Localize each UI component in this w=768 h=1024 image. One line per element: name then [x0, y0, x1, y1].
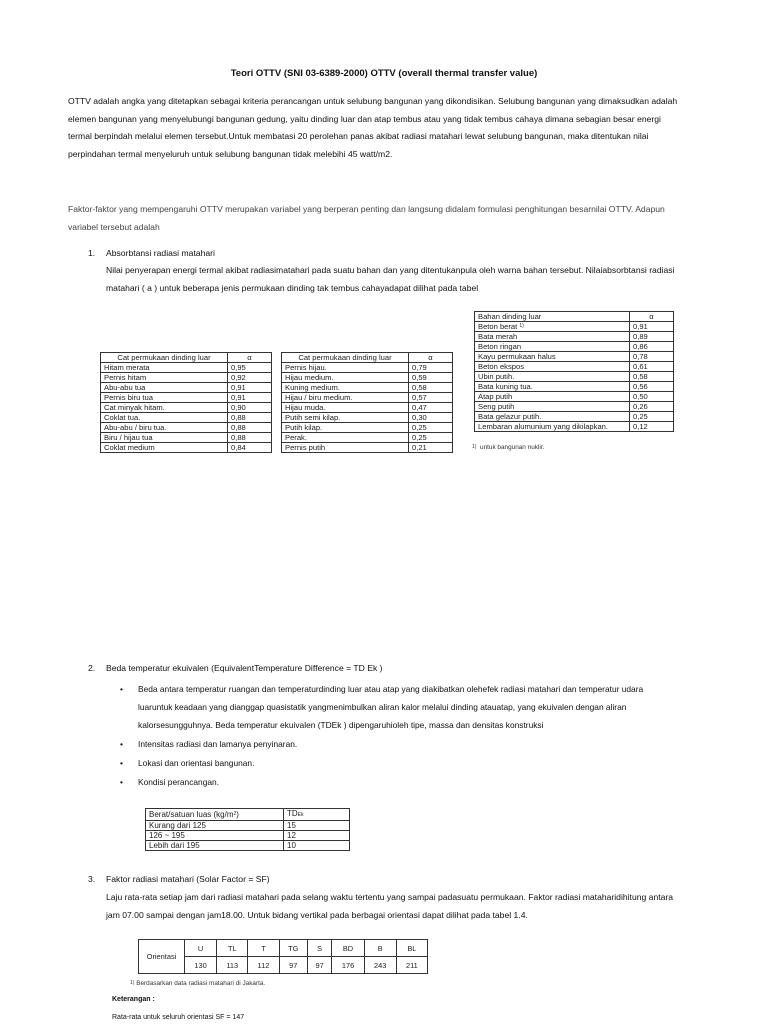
table-row	[282, 423, 453, 433]
direction-header: BL	[396, 940, 427, 957]
table-row	[475, 422, 674, 432]
table-row	[282, 433, 453, 443]
cell-paint: Hijau / biru medium.	[282, 393, 409, 403]
table-row	[101, 363, 272, 373]
table-row	[475, 412, 674, 422]
direction-header: B	[364, 940, 396, 957]
table-header-row	[146, 809, 350, 821]
cell-alpha: 0,86	[630, 342, 674, 352]
table-header-row	[101, 353, 272, 363]
cell-alpha: 0,30	[409, 413, 453, 423]
cell-material: Beton ekspos	[475, 362, 630, 372]
table-row	[475, 402, 674, 412]
col-header-td-text: TD	[287, 809, 298, 818]
sf-value: 211	[396, 957, 427, 974]
col-header-td	[284, 809, 350, 821]
cell-alpha: 0,88	[228, 433, 272, 443]
col-header-mass-text: Berat/satuan luas (kg/m	[149, 810, 234, 819]
cell-material: Bata merah	[475, 332, 630, 342]
col-header-mass	[146, 809, 284, 821]
notes-text: Rata-rata untuk seluruh orientasi SF = 147	[112, 1014, 245, 1021]
cell-alpha: 0,26	[630, 402, 674, 412]
cell-alpha: 0,12	[630, 422, 674, 432]
factors-paragraph	[68, 201, 700, 236]
bullet-line: kalorsesungguhnya. Beda temperatur ekuivalen (TDEk ) dipengaruhioleh tipe, massa dan densitas konstruksi	[138, 719, 544, 730]
table-row	[282, 443, 453, 453]
td-table	[145, 808, 350, 851]
cell-paint: Pernis hijau.	[282, 363, 409, 373]
table-row	[146, 841, 350, 851]
table-row	[146, 831, 350, 841]
cell-td: 12	[284, 831, 350, 841]
superscript: 2	[233, 811, 237, 817]
cell-mass: 126 ~ 195	[146, 831, 284, 841]
paint-table-b	[281, 352, 453, 453]
cell-paint: Abu-abu tua	[101, 383, 228, 393]
table-row	[282, 363, 453, 373]
section2-number: 2.	[88, 663, 96, 673]
bullet-item-intensity: Intensitas radiasi dan lamanya penyinaran.	[138, 739, 298, 749]
table-row	[475, 352, 674, 362]
bullet-dot: •	[120, 739, 123, 749]
bullet-item-definition	[138, 681, 698, 734]
table-row	[101, 433, 272, 443]
cell-td: 10	[284, 841, 350, 851]
cell-paint: Pernis putih	[282, 443, 409, 453]
cell-material: Atap putih	[475, 392, 630, 402]
direction-header: TG	[279, 940, 307, 957]
cell-paint: Pernis biru tua	[101, 393, 228, 403]
section3-number: 3.	[88, 874, 96, 884]
table-row	[101, 413, 272, 423]
factors-line: variabel tersebut adalah	[68, 221, 160, 232]
cell-paint: Hitam merata	[101, 363, 228, 373]
cell-alpha: 0,84	[228, 443, 272, 453]
cell-alpha: 0,90	[228, 403, 272, 413]
material-footnote	[472, 444, 544, 451]
cell-alpha: 0,58	[409, 383, 453, 393]
cell-alpha: 0,61	[630, 362, 674, 372]
table-row	[475, 392, 674, 402]
intro-line: OTTV adalah angka yang ditetapkan sebagai kriteria perancangan untuk selubung bangunan yang dikondisikan. Selubung bangunan yang dimaksudkan adalah	[68, 96, 678, 106]
section1-line: matahari ( a ) untuk beberapa jenis permukaan dinding tak tembus cahayadapat dilihat pada tabel	[106, 282, 479, 293]
col-header-paint: Cat permukaan dinding luar	[101, 353, 228, 363]
cell-alpha: 0,56	[630, 382, 674, 392]
cell-alpha: 0,92	[228, 373, 272, 383]
factors-line: Faktor-faktor yang mempengaruhi OTTV merupakan variabel yang berperan penting dan langsung didalam formulasi penghitungan besarnilai OTTV. Adapun	[68, 204, 665, 214]
intro-line: termal berpindah melalui elemen tersebut.Untuk membatasi 20 perolehan panas akibat radiasi matahari lewat selubung bangunan, maka ditentukan nilai	[68, 131, 649, 141]
cell-alpha: 0,57	[409, 393, 453, 403]
cell-alpha: 0,25	[630, 412, 674, 422]
cell-paint: Hijau medium.	[282, 373, 409, 383]
table-row	[282, 373, 453, 383]
direction-header: T	[248, 940, 279, 957]
sf-value: 176	[332, 957, 364, 974]
notes-label: Keterangan :	[112, 996, 155, 1003]
table-row	[475, 362, 674, 372]
cell-alpha: 0,59	[409, 373, 453, 383]
direction-header: U	[185, 940, 217, 957]
cell-paint: Coklat medium	[101, 443, 228, 453]
section3-line: Laju rata-rata setiap jam dari radiasi matahari pada selang waktu tertentu yang sampai padasuatu permukaan. Faktor radiasi mataharidihitung antara	[106, 892, 674, 902]
row-label-orientation: Orientasi	[139, 940, 185, 974]
bullet-line: Beda antara temperatur ruangan dan temperaturdinding luar atau atap yang diakibatkan olehefek radiasi matahari dan temperatur udara	[138, 684, 644, 694]
table-row	[475, 332, 674, 342]
table-row	[282, 403, 453, 413]
cell-alpha: 0,21	[409, 443, 453, 453]
section1-paragraph	[106, 262, 706, 297]
material-table	[474, 311, 674, 432]
section1-line: Nilai penyerapan energi termal akibat radiasimatahari pada suatu bahan dan yang ditentukanpula oleh warna bahan tersebut. Nilaiabsorbtansi radiasi	[106, 265, 675, 275]
direction-header: BD	[332, 940, 364, 957]
table-row	[475, 382, 674, 392]
table-row	[101, 403, 272, 413]
intro-line: perpindahan termal menyeluruh untuk selubung bangunan tidak melebihi 45 watt/m2.	[68, 148, 393, 159]
col-header-alpha: α	[228, 353, 272, 363]
cell-paint: Cat minyak hitam.	[101, 403, 228, 413]
bullet-dot: •	[120, 684, 123, 694]
cell-material: Beton ringan	[475, 342, 630, 352]
table-header-row	[139, 940, 428, 957]
table-row	[101, 373, 272, 383]
table-row	[475, 342, 674, 352]
cell-paint: Hijau muda.	[282, 403, 409, 413]
sf-value: 112	[248, 957, 279, 974]
table-row	[101, 423, 272, 433]
bullet-dot: •	[120, 777, 123, 787]
table-row	[101, 443, 272, 453]
table-header-row	[282, 353, 453, 363]
col-header-paint: Cat permukaan dinding luar	[282, 353, 409, 363]
col-header-material: Bahan dinding luar	[475, 312, 630, 322]
cell-alpha: 0,58	[630, 372, 674, 382]
cell-alpha: 0,88	[228, 413, 272, 423]
cell-material: Ubin putih.	[475, 372, 630, 382]
footnote-text: untuk bangunan nuklir.	[480, 444, 545, 451]
footnote-marker: 1)	[472, 444, 477, 450]
cell-material: Kayu permukaan halus	[475, 352, 630, 362]
direction-header: TL	[217, 940, 248, 957]
cell-alpha: 0,88	[228, 423, 272, 433]
section1-heading: Absorbtansi radiasi matahari	[106, 248, 215, 258]
orientation-footnote	[130, 980, 265, 987]
cell-material: Lembaran alumunium yang dikilapkan.	[475, 422, 630, 432]
col-header-alpha: α	[409, 353, 453, 363]
intro-line: elemen bangunan yang menyelubungi bangunan gedung, yaitu dinding luar dan atap tembus atau yang tidak tembus cahaya dimana sebagian besar energi	[68, 113, 661, 124]
cell-alpha: 0,91	[630, 322, 674, 332]
section1-number: 1.	[88, 248, 96, 258]
cell-alpha: 0,95	[228, 363, 272, 373]
subscript: Ek	[297, 812, 304, 818]
cell-paint: Putih kilap.	[282, 423, 409, 433]
sf-value: 97	[307, 957, 332, 974]
sf-value: 97	[279, 957, 307, 974]
sf-value: 113	[217, 957, 248, 974]
cell-material-text: Beton berat	[478, 322, 518, 331]
cell-paint: Putih semi kilap.	[282, 413, 409, 423]
cell-material: Bata gelazur putih.	[475, 412, 630, 422]
cell-alpha: 0,91	[228, 393, 272, 403]
cell-alpha: 0,91	[228, 383, 272, 393]
cell-paint: Biru / hijau tua	[101, 433, 228, 443]
sf-value: 243	[364, 957, 396, 974]
cell-paint: Kuning medium.	[282, 383, 409, 393]
table-row	[282, 383, 453, 393]
cell-paint: Coklat tua.	[101, 413, 228, 423]
section2-heading: Beda temperatur ekuivalen (EquivalentTemperature Difference = TD Ek )	[106, 663, 383, 673]
table-row	[282, 393, 453, 403]
cell-alpha: 0,79	[409, 363, 453, 373]
intro-paragraph	[68, 93, 700, 163]
table-row	[101, 393, 272, 403]
section3-heading: Faktor radiasi matahari (Solar Factor = SF)	[106, 874, 270, 884]
cell-material	[475, 322, 630, 332]
cell-mass: Kurang dari 125	[146, 821, 284, 831]
bullet-line: luaruntuk keadaan yang dianggap quasistatik yangmenimbulkan aliran kalor melalui dinding atauatap, yang ekuivalen dengan aliran	[138, 701, 627, 712]
table-row	[146, 821, 350, 831]
bullet-item-design: Kondisi perancangan.	[138, 777, 220, 787]
cell-alpha: 0,89	[630, 332, 674, 342]
section3-paragraph	[106, 889, 706, 924]
bullet-dot: •	[120, 758, 123, 768]
table-row	[282, 413, 453, 423]
footnote-text: Berdasarkan data radiasi matahari di Jakarta.	[136, 980, 266, 987]
cell-mass: Lebih dari 195	[146, 841, 284, 851]
table-row	[475, 372, 674, 382]
cell-paint: Pernis hitam	[101, 373, 228, 383]
cell-alpha: 0,47	[409, 403, 453, 413]
col-header-alpha: α	[630, 312, 674, 322]
cell-alpha: 0,25	[409, 423, 453, 433]
direction-header: S	[307, 940, 332, 957]
cell-alpha: 0,25	[409, 433, 453, 443]
section3-line: jam 07.00 sampai dengan jam18.00. Untuk bidang vertikal pada berbagai orientasi dapat dilihat pada tabel 1.4.	[106, 909, 528, 920]
col-header-mass-close: )	[236, 810, 239, 819]
page-title: Teori OTTV (SNI 03-6389-2000) OTTV (overall thermal transfer value)	[230, 68, 538, 79]
cell-material: Bata kuning tua.	[475, 382, 630, 392]
cell-paint: Perak.	[282, 433, 409, 443]
orientation-table	[138, 939, 428, 974]
cell-td: 15	[284, 821, 350, 831]
cell-paint: Abu-abu / biru tua.	[101, 423, 228, 433]
footnote-marker: 1)	[130, 980, 135, 986]
sf-value: 130	[185, 957, 217, 974]
cell-material: Seng putih	[475, 402, 630, 412]
cell-alpha: 0,50	[630, 392, 674, 402]
paint-table-a	[100, 352, 272, 453]
table-header-row	[475, 312, 674, 322]
table-row	[475, 322, 674, 332]
table-row	[101, 383, 272, 393]
footnote-marker: 1)	[519, 323, 524, 329]
bullet-item-location: Lokasi dan orientasi bangunan.	[138, 758, 255, 768]
cell-alpha: 0,78	[630, 352, 674, 362]
